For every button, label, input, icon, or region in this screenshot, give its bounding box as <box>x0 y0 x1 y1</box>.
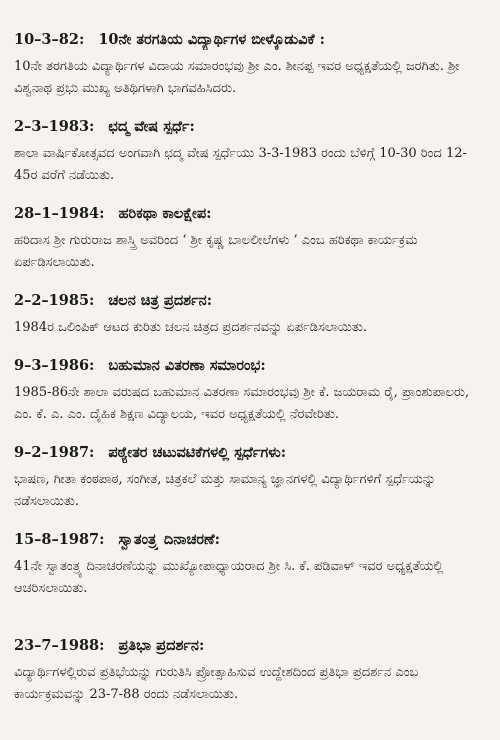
event-date: 2–3–1983: <box>14 118 95 135</box>
event-title: ಹರಿಕಥಾ ಕಾಲಕ್ಷೇಪ: <box>118 205 212 222</box>
event-heading <box>14 117 472 137</box>
event-title: ಸ್ವಾತಂತ್ರ್ಯ ದಿನಾಚರಣೆ: <box>118 531 220 548</box>
event-heading <box>14 636 472 656</box>
event-description: ವಿದ್ಯಾರ್ಥಿಗಳಲ್ಲಿರುವ ಪ್ರತಿಭೆಯನ್ನು ಗುರುತಿಸಿ ಪ್ರೋತ್ಸಾಹಿಸುವ ಉದ್ದೇಶದಿಂದ ಪ್ರತಿಭಾ ಪ್ರದರ್ಶನ ಎಂಬ ಕಾರ್ಯಕ್ರಮವನ್ನು 23-7-88 ರಂದು ನಡೆಸಲಾಯಿತು. <box>14 665 419 702</box>
event-title: ಚಲನ ಚಿತ್ರ ಪ್ರದರ್ಶನ: <box>108 292 213 309</box>
event-entry <box>14 30 472 100</box>
event-description: ಶಾಲಾ ವಾರ್ಷಿಕೋತ್ಸವದ ಅಂಗವಾಗಿ ಛದ್ಮ ವೇಷ ಸ್ಪರ್ಧೆಯು 3-3-1983 ರಂದು ಬೆಳಿಗ್ಗೆ 10-30 ರಿಂದ 12-45ರ ವರೆಗೆ ನಡೆಯಿತು. <box>14 146 467 183</box>
event-title: 10ನೇ ತರಗತಿಯ ವಿದ್ಯಾರ್ಥಿಗಳ ಬೀಳ್ಕೊಡುವಿಕೆ : <box>98 31 326 48</box>
event-description: ಹರಿದಾಸ ಶ್ರೀ ಗುರುರಾಜ ಶಾಸ್ತ್ರಿ ಅವರಿಂದ ‘ ಶ್ರೀ ಕೃಷ್ಣ ಬಾಲಲೀಲೆಗಳು ’ ಎಂಬ ಹರಿಕಥಾ ಕಾರ್ಯಕ್ರಮ ಏರ್ಪಡಿಸಲಾಯಿತು. <box>14 233 418 270</box>
event-entry <box>14 636 472 706</box>
event-date: 23–7–1988: <box>14 637 105 654</box>
event-description: 1985-86ನೇ ಶಾಲಾ ವರುಷದ ಬಹುಮಾನ ವಿತರಣಾ ಸಮಾರಂಭವು ಶ್ರೀ ಕೆ. ಜಯರಾಮ ರೈ, ಪ್ರಾಂಶುಪಾಲರು, ಎಂ. ಕೆ. ಎ. ಎಂ. ದೈಹಿಕ ಶಿಕ್ಷಣ ವಿದ್ಯಾಲಯ, ಇವರ ಅಧ್ಯಕ್ಷತೆಯಲ್ಲಿ ನೆರವೇರಿತು. <box>14 385 470 422</box>
event-date: 9–3–1986: <box>14 357 95 374</box>
event-description: 10ನೇ ತರಗತಿಯ ವಿದ್ಯಾರ್ಥಿಗಳ ವಿದಾಯ ಸಮಾರಂಭವು ಶ್ರೀ ಎಂ. ಶೀನಪ್ಪ ಇವರ ಅಧ್ಯಕ್ಷತೆಯಲ್ಲಿ ಜರಗಿತು. ಶ್ರೀ ವಿಶ್ವನಾಥ ಪ್ರಭು ಮುಖ್ಯ ಅತಿಥಿಗಳಾಗಿ ಭಾಗವಹಿಸಿದರು. <box>14 59 460 96</box>
event-heading <box>14 30 472 50</box>
event-entry <box>14 356 472 426</box>
event-title: ಪ್ರತಿಭಾ ಪ್ರದರ್ಶನ: <box>118 637 205 654</box>
event-date: 28–1–1984: <box>14 205 105 222</box>
event-title: ಛದ್ಮ ವೇಷ ಸ್ಪರ್ಧೆ: <box>108 118 195 135</box>
event-entry <box>14 117 472 187</box>
event-heading <box>14 443 472 463</box>
event-heading <box>14 291 472 311</box>
event-heading <box>14 530 472 550</box>
event-date: 2–2–1985: <box>14 292 95 309</box>
event-heading <box>14 356 472 376</box>
event-title: ಬಹುಮಾನ ವಿತರಣಾ ಸಮಾರಂಭ: <box>108 357 266 374</box>
event-entry <box>14 204 472 274</box>
event-description: 41ನೇ ಸ್ವಾತಂತ್ರ್ಯ ದಿನಾಚರಣೆಯನ್ನು ಮುಖ್ಯೋಪಾಧ್ಯಾಯರಾದ ಶ್ರೀ ಸಿ. ಕೆ. ಪಡಿವಾಳ್ ಇವರ ಅಧ್ಯಕ್ಷತೆಯಲ್ಲಿ ಆಚರಿಸಲಾಯಿತು. <box>14 559 444 596</box>
event-description: ಭಾಷಣ, ಗೀತಾ ಕಂಠಪಾಠ, ಸಂಗೀತ, ಚಿತ್ರಕಲೆ ಮತ್ತು ಸಾಮಾನ್ಯ ಜ್ಞಾನಗಳಲ್ಲಿ ವಿದ್ಯಾರ್ಥಿಗಳಿಗೆ ಸ್ಪರ್ಧೆಯನ್ನು ನಡೆಸಲಾಯಿತು. <box>14 472 436 509</box>
event-date: 9–2–1987: <box>14 444 95 461</box>
event-date: 10–3–82: <box>14 31 85 48</box>
event-title: ಪಠ್ಯೇತರ ಚಟುವಟಿಕೆಗಳಲ್ಲಿ ಸ್ಪರ್ಧೆಗಳು: <box>108 444 287 461</box>
event-heading <box>14 204 472 224</box>
event-entry <box>14 443 472 513</box>
event-date: 15–8–1987: <box>14 531 105 548</box>
event-entry <box>14 530 472 600</box>
event-description: 1984ರ ಒಲಿಂಪಿಕ್ ಆಟದ ಕುರಿತು ಚಲನ ಚಿತ್ರದ ಪ್ರದರ್ಶನವನ್ನು ಏರ್ಪಡಿಸಲಾಯಿತು. <box>14 320 368 335</box>
event-entry <box>14 291 472 339</box>
